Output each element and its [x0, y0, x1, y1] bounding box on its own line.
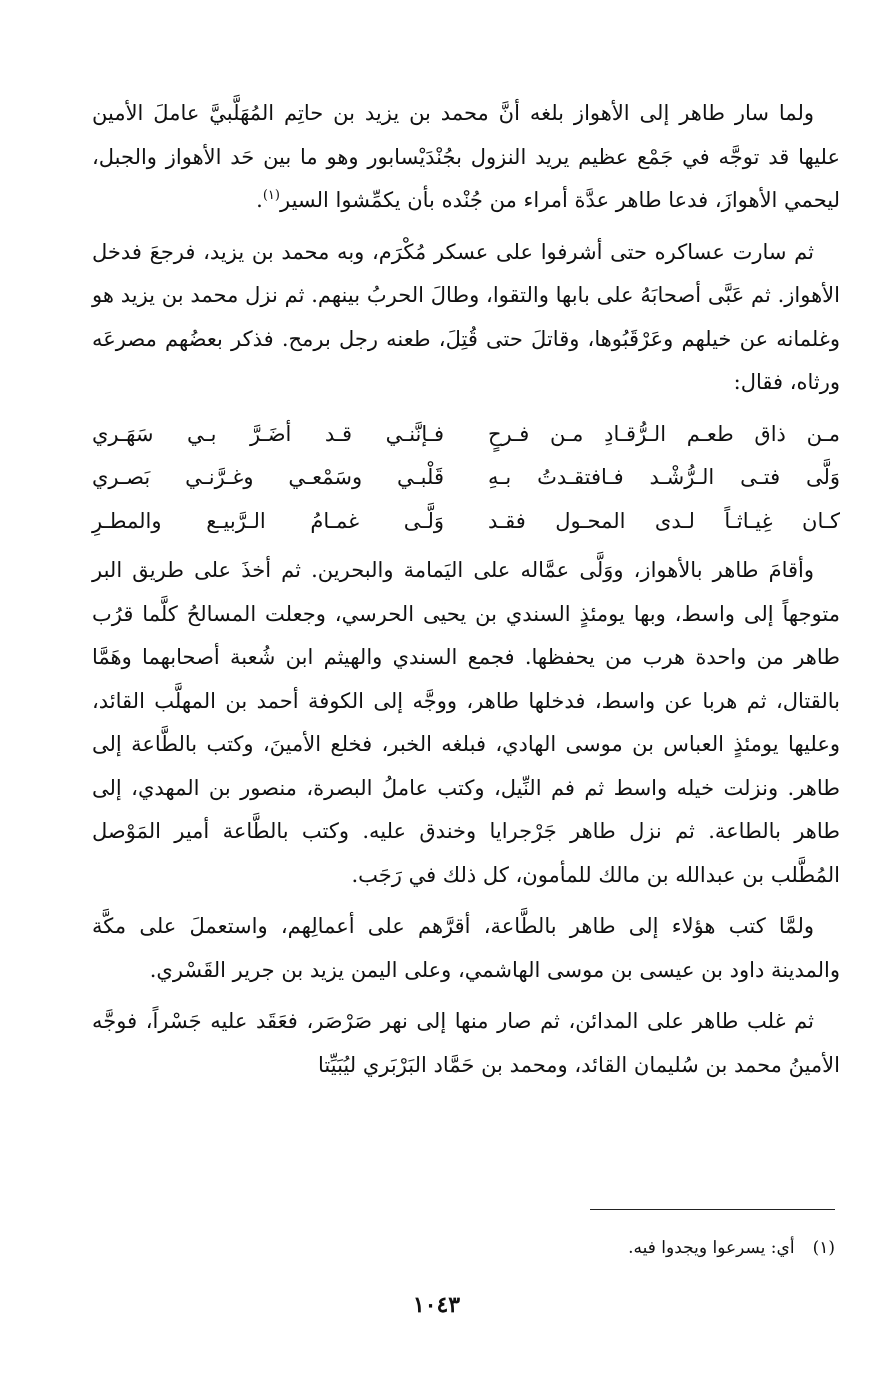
poem — [92, 413, 840, 544]
footnote-reference: (١) — [262, 188, 280, 203]
verse-1 — [92, 413, 840, 457]
paragraph-1 — [92, 92, 840, 223]
paragraph-2-text: ثم سارت عساكره حتى أشرفوا على عسكر مُكْرَم، وبه محمد بن يزيد، فرجعَ فدخل الأهواز. ثم عَبَّى أصحابَهُ على بابها والتقوا، وطالَ الحربُ بينهم. ثم نزل محمد بن يزيد هو وغلمانه عن خيلهم وعَرْقَبُوها، وقاتلَ حتى قُتِلَ، طعنه رجل برمح. فذكر بعضُهم مصرعَه ورثاه، فقال: — [92, 239, 840, 394]
footnote-number: (١) — [812, 1238, 835, 1258]
paragraph-3-text: وأقامَ طاهر بالأهواز، ووَلَّى عمَّاله على اليَمامة والبحرين. ثم أخذَ على طريق البر متوجهاً إلى واسط، وبها يومئذٍ السندي بن يحيى الحرسي، وجعلت المسالحُ كلَّما قرُب طاهر من واحدة هرب من يحفظها. فجمع السندي والهيثم ابن شُعبة أصحابهما وهَمَّا بالقتال، ثم هربا عن واسط، فدخلها طاهر، ووجَّه إلى الكوفة أحمد بن المهلَّب القائد، وعليها يومئذٍ العباس بن موسى الهادي، فبلغه الخبر، فخلع الأمينَ، وكتب بالطَّاعة إلى طاهر. ونزلت خيله واسط ثم فم النِّيل، وكتب عاملُ البصرة، منصور بن المهدي، إلى طاهر بالطاعة. ثم نزل طاهر جَرْجرايا وخندق عليه. وكتب بالطَّاعة أمير المَوْصل المُطَّلب بن عبدالله بن مالك للمأمون، كل ذلك في رَجَب. — [92, 558, 840, 887]
verse-3-first-hemistich: كـان غِيـاثـاً لـدى المحـول فقـد — [488, 508, 840, 533]
footnote-divider — [590, 1209, 835, 1210]
verse-1-second-hemistich: فـإنَّنـي قـد أضَـرَّ بـي سَهَـري — [92, 421, 444, 446]
paragraph-1-text: ولما سار طاهر إلى الأهواز بلغه أنَّ محمد بن يزيد بن حاتِم المُهَلَّبيَّ عاملَ الأمين عليها قد توجَّه في جَمْع عظيم يريد النزول بجُنْدَيْسابور وهو ما بين حَد الأهواز والجبل، ليحمي الأهوازَ، فدعا طاهر عدَّة أمراء من جُنْده بأن يكمِّشوا السير — [92, 101, 840, 212]
paragraph-5-text: ثم غلب طاهر على المدائن، ثم صار منها إلى نهر صَرْصَر، فعَقَد عليه جَسْراً، فوجَّه الأمينُ محمد بن سُليمان القائد، ومحمد بن حَمَّاد البَرْبَري ليُبَيِّتا — [92, 1009, 840, 1077]
verse-2-second-hemistich: قَلْبـي وسَمْعـي وغـرَّنـي بَصـري — [92, 465, 444, 489]
paragraph-5 — [92, 1000, 840, 1087]
verse-3-second-hemistich: وَلَّـى غمـامُ الـرَّبيـع والمطـرِ — [92, 508, 444, 533]
main-text — [92, 92, 840, 1095]
page-number: ١٠٤٣ — [412, 1292, 461, 1318]
paragraph-4-text: ولمَّا كتب هؤلاء إلى طاهر بالطَّاعة، أقرَّهم على أعمالِهم، واستعملَ على مكَّة والمدينة داود بن عيسى بن موسى الهاشمي، وعلى اليمن يزيد بن جرير القَسْري. — [92, 914, 840, 982]
paragraph-2 — [92, 231, 840, 405]
verse-2-first-hemistich: وَلَّى فتـى الـرُّشْـد فـافتقـدتُ بـهِ — [488, 465, 840, 489]
paragraph-3 — [92, 549, 840, 897]
footnote-text: أي: يسرعوا ويجدوا فيه. — [628, 1238, 795, 1258]
verse-2 — [92, 456, 840, 500]
verse-3 — [92, 500, 840, 544]
paragraph-1-tail: . — [256, 188, 263, 212]
paragraph-4 — [92, 905, 840, 992]
footnote — [95, 1234, 835, 1262]
verse-1-first-hemistich: مـن ذاق طعـم الـرُّقـادِ مـن فـرحٍ — [488, 421, 840, 446]
